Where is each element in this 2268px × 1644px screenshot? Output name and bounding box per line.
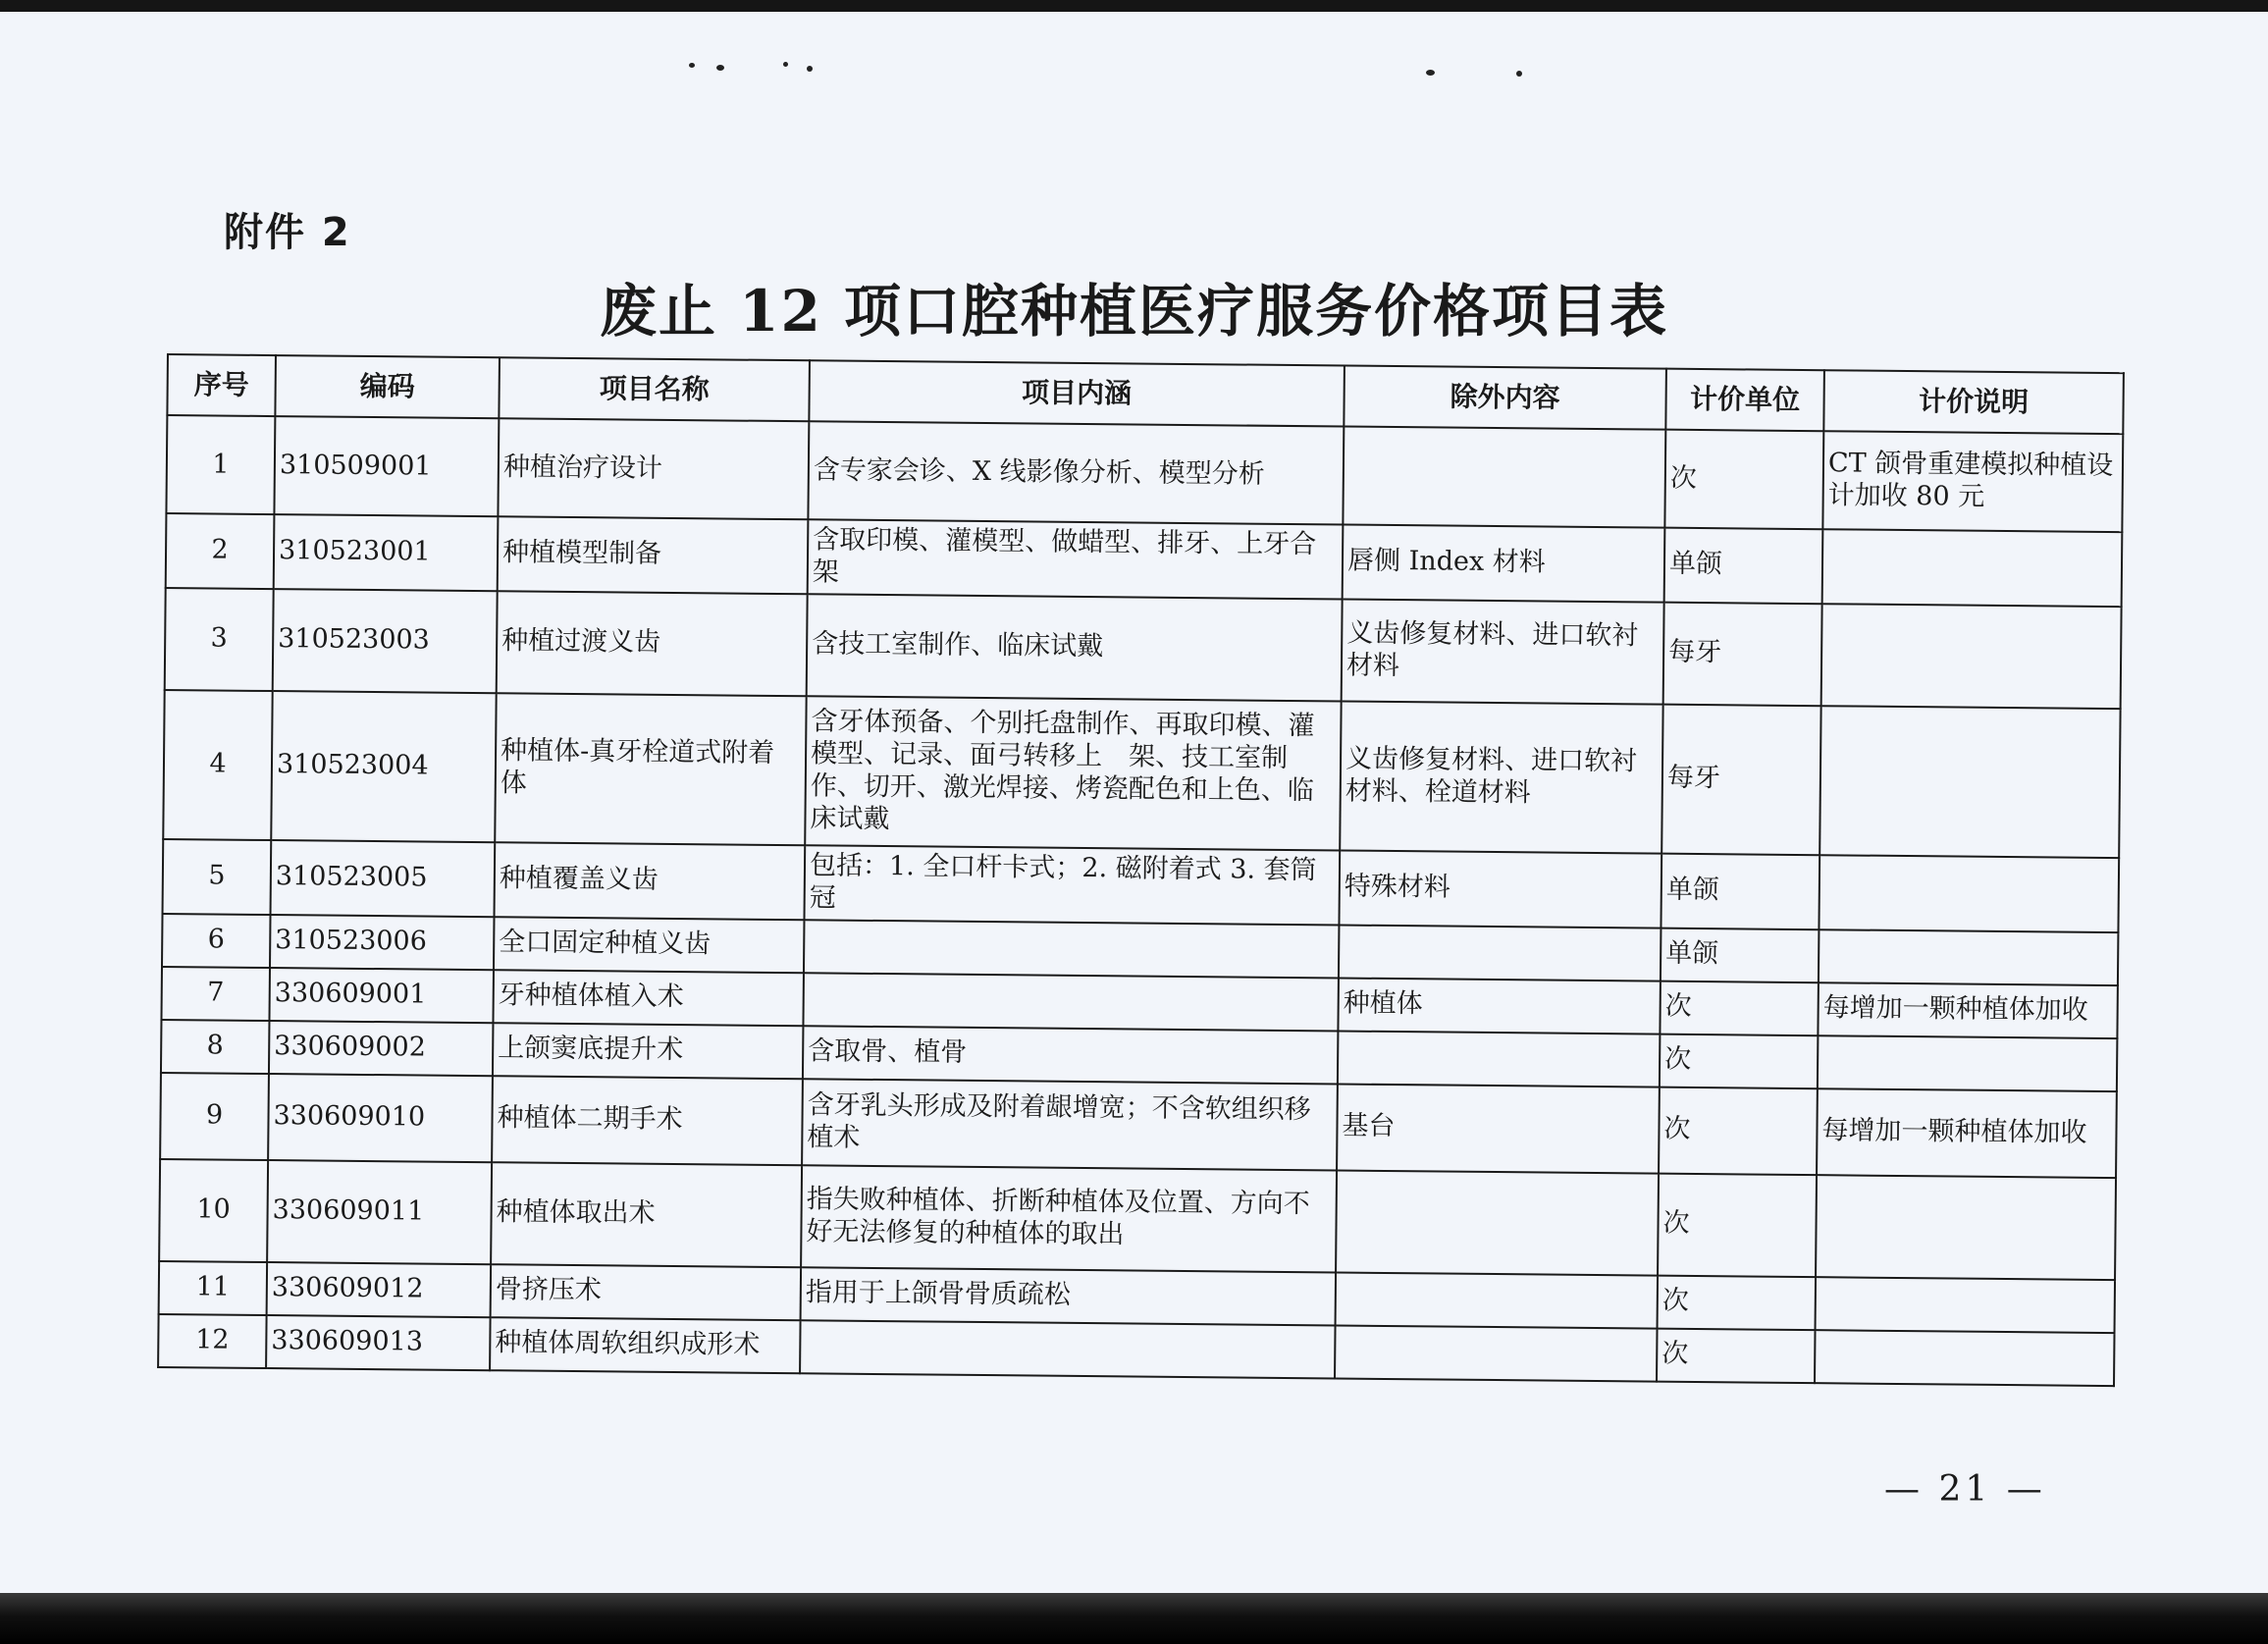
- cell-no: 8: [161, 1020, 270, 1074]
- cell-name: 全口固定种植义齿: [494, 917, 805, 973]
- cell-unit: 每牙: [1661, 705, 1820, 856]
- cell-content: 包括：1. 全口杆卡式；2. 磁附着式 3. 套筒冠: [804, 845, 1340, 925]
- cell-note: [1819, 929, 2119, 985]
- scan-speck: [716, 65, 724, 71]
- cell-code: 310523004: [271, 691, 496, 842]
- cell-unit: 次: [1657, 1328, 1816, 1383]
- annex-label: 附件 2: [224, 210, 351, 255]
- cell-excluded: 义齿修复材料、进口软衬材料、栓道材料: [1340, 701, 1662, 853]
- cell-no: 2: [166, 513, 275, 589]
- cell-code: 330609011: [267, 1160, 492, 1264]
- cell-note: [1819, 855, 2119, 932]
- cell-unit: 次: [1658, 1173, 1817, 1277]
- cell-excluded: [1343, 427, 1665, 528]
- cell-content: 指用于上颌骨骨质疏松: [801, 1267, 1336, 1325]
- document-title: 废止 12 项口腔种植医疗服务价格项目表: [599, 278, 1669, 345]
- cell-code: 310523005: [271, 840, 496, 917]
- header-item-content: 项目内涵: [809, 360, 1345, 426]
- cell-note: CT 颌骨重建模拟种植设计加收 80 元: [1822, 431, 2123, 532]
- cell-note: [1821, 604, 2122, 709]
- cell-code: 330609013: [266, 1315, 491, 1370]
- cell-name: 种植体-真牙栓道式附着体: [495, 693, 806, 845]
- cell-name: 种植治疗设计: [498, 418, 809, 519]
- cell-unit: 单颌: [1664, 528, 1823, 604]
- cell-name: 种植模型制备: [498, 516, 809, 594]
- cell-unit: 单颌: [1661, 928, 1820, 982]
- cell-excluded: 唇侧 Index 材料: [1343, 525, 1665, 603]
- cell-name: 骨挤压术: [491, 1264, 802, 1320]
- cell-code: 330609001: [269, 968, 494, 1023]
- cell-no: 9: [160, 1073, 269, 1160]
- cell-excluded: 基台: [1337, 1084, 1660, 1173]
- cell-no: 10: [159, 1159, 268, 1262]
- cell-no: 11: [159, 1261, 268, 1315]
- cell-excluded: [1335, 1325, 1658, 1381]
- cell-content: 指失败种植体、折断种植体及位置、方向不好无法修复的种植体的取出: [801, 1165, 1337, 1272]
- cell-note: [1816, 1175, 2116, 1280]
- cell-code: 330609012: [267, 1262, 492, 1317]
- page-number: — 21 —: [1884, 1469, 2046, 1510]
- cell-note: [1822, 529, 2123, 607]
- cell-no: 6: [162, 914, 271, 968]
- header-no: 序号: [167, 354, 276, 416]
- table-row: [166, 415, 2123, 532]
- cell-unit: 次: [1660, 981, 1819, 1035]
- cell-note: [1818, 1035, 2118, 1091]
- cell-no: 7: [161, 967, 270, 1021]
- cell-excluded: 义齿修复材料、进口软衬材料: [1342, 599, 1664, 704]
- cell-content: 含牙体预备、个别托盘制作、再取印模、灌模型、记录、面弓转移上 架、技工室制作、切开、激光焊接、烤瓷配色和上色、临床试戴: [805, 696, 1341, 850]
- cell-content: 含取骨、植骨: [803, 1026, 1338, 1084]
- cell-code: 310523006: [270, 915, 495, 970]
- header-item-name: 项目名称: [499, 357, 810, 421]
- cell-unit: 次: [1659, 1087, 1818, 1175]
- scan-speck: [1426, 70, 1435, 76]
- cell-content: 含专家会诊、X 线影像分析、模型分析: [808, 421, 1344, 524]
- table-row: [165, 588, 2122, 709]
- cell-excluded: [1339, 925, 1661, 981]
- cell-name: 种植覆盖义齿: [495, 842, 806, 920]
- cell-content: [804, 920, 1339, 978]
- scan-speck: [783, 62, 788, 67]
- cell-excluded: [1336, 1272, 1659, 1328]
- scan-speck: [689, 63, 695, 68]
- header-excluded: 除外内容: [1344, 366, 1666, 430]
- cell-note: [1820, 706, 2120, 858]
- scan-bottom-edge: [0, 1593, 2268, 1644]
- scan-top-edge: [0, 0, 2268, 12]
- cell-content: 含技工室制作、临床试戴: [807, 594, 1343, 701]
- cell-excluded: 特殊材料: [1339, 850, 1661, 928]
- scan-speck: [1516, 71, 1522, 77]
- cell-content: [800, 1320, 1335, 1378]
- cell-unit: 次: [1664, 430, 1823, 530]
- cell-code: 310509001: [274, 416, 499, 516]
- cell-name: 种植体周软组织成形术: [490, 1317, 801, 1373]
- cell-no: 3: [165, 588, 274, 691]
- cell-no: 4: [163, 690, 272, 840]
- cell-note: [1816, 1277, 2116, 1333]
- cell-note: [1815, 1330, 2115, 1386]
- cell-content: [803, 973, 1338, 1031]
- cell-unit: 单颌: [1661, 854, 1820, 929]
- cell-no: 5: [163, 839, 272, 915]
- cell-unit: 次: [1660, 1034, 1819, 1088]
- cell-code: 310523001: [274, 514, 499, 591]
- header-pricing-note: 计价说明: [1823, 370, 2124, 434]
- cell-no: 12: [158, 1314, 267, 1368]
- cell-unit: 每牙: [1663, 603, 1822, 707]
- cell-name: 牙种植体植入术: [493, 970, 804, 1026]
- header-code: 编码: [275, 355, 500, 418]
- cell-unit: 次: [1658, 1275, 1817, 1330]
- cell-excluded: [1336, 1170, 1659, 1275]
- cell-name: 种植体二期手术: [492, 1076, 803, 1165]
- table-row: [159, 1159, 2116, 1280]
- price-item-table: [157, 353, 2125, 1387]
- cell-name: 种植体取出术: [491, 1162, 802, 1267]
- cell-code: 330609010: [268, 1074, 493, 1162]
- cell-note: 每增加一颗种植体加收: [1817, 1088, 2117, 1178]
- cell-code: 330609002: [269, 1021, 494, 1076]
- scan-speck: [807, 66, 813, 72]
- cell-name: 种植过渡义齿: [497, 591, 808, 696]
- cell-note: 每增加一颗种植体加收: [1818, 982, 2118, 1038]
- cell-content: 含取印模、灌模型、做蜡型、排牙、上牙合架: [808, 519, 1344, 599]
- cell-excluded: 种植体: [1338, 978, 1661, 1034]
- cell-excluded: [1338, 1031, 1661, 1087]
- table-row: [163, 690, 2120, 858]
- header-unit: 计价单位: [1665, 369, 1824, 432]
- cell-content: 含牙乳头形成及附着龈增宽；不含软组织移植术: [802, 1079, 1338, 1170]
- cell-code: 310523003: [273, 589, 498, 693]
- cell-name: 上颌窦底提升术: [493, 1023, 804, 1079]
- cell-no: 1: [166, 415, 275, 514]
